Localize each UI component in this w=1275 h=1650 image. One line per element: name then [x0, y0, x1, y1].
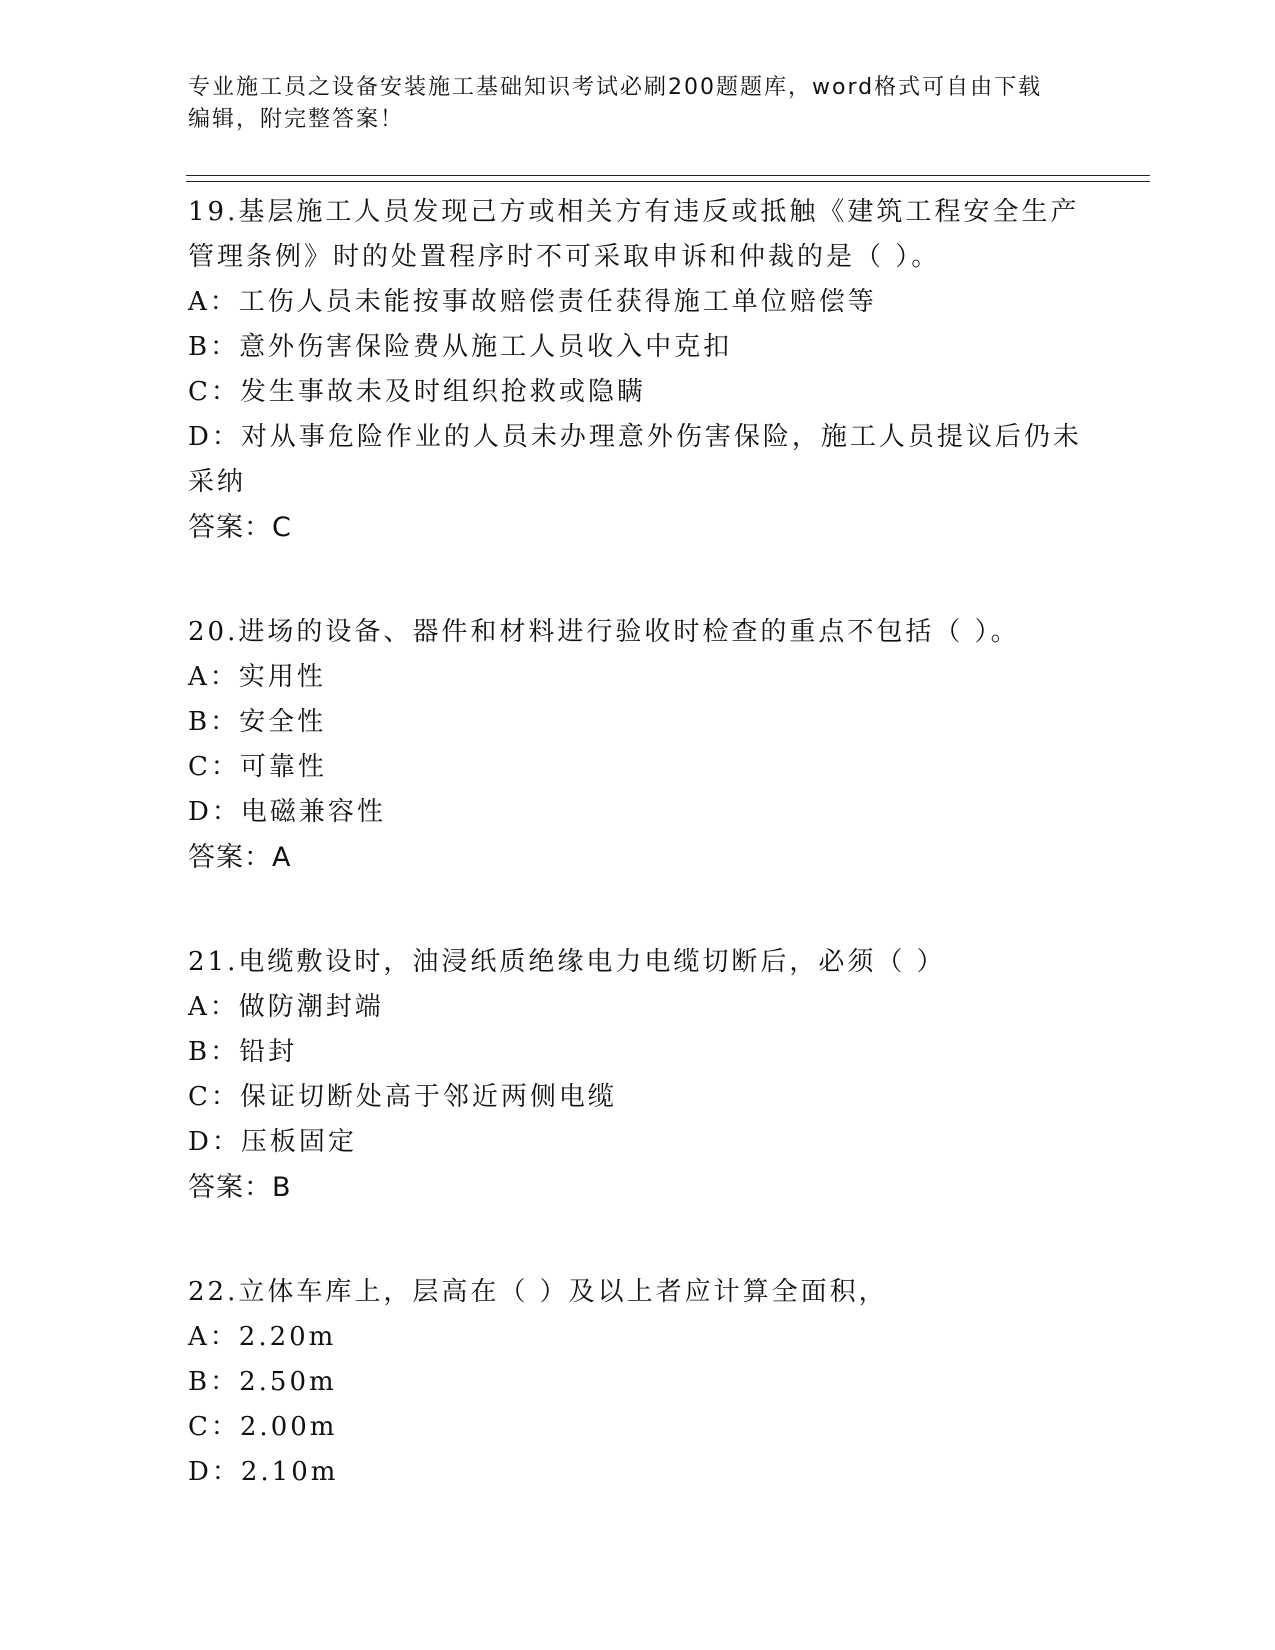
option-b: B：安全性 [188, 707, 327, 737]
question-22 [188, 1270, 1088, 1495]
question-21 [188, 940, 1088, 1210]
option-c: C：保证切断处高于邻近两侧电缆 [188, 1082, 617, 1112]
question-stem-line: 20.进场的设备、器件和材料进行验收时检查的重点不包括（ ）。 [188, 617, 1020, 647]
option-b: B：铅封 [188, 1037, 298, 1067]
option-a: A：2.20m [188, 1322, 337, 1352]
header-divider-top [186, 175, 1150, 176]
option-c: C：2.00m [188, 1412, 338, 1442]
answer: 答案：C [188, 512, 292, 543]
header-line-1: 专业施工员之设备安装施工基础知识考试必刷200题题库，word格式可自由下载 [188, 75, 1043, 100]
option-b: B：2.50m [188, 1367, 337, 1397]
question-20 [188, 610, 1088, 880]
question-stem-line: 22.立体车库上，层高在（ ）及以上者应计算全面积， [188, 1277, 888, 1307]
answer: 答案：B [188, 1172, 292, 1203]
option-a: A：做防潮封端 [188, 992, 384, 1022]
answer: 答案：A [188, 842, 292, 873]
document-header [188, 72, 1068, 136]
option-c: C：可靠性 [188, 752, 327, 782]
question-stem-line: 21.电缆敷设时，油浸纸质绝缘电力电缆切断后，必须（ ） [188, 947, 946, 977]
question-stem-line: 19.基层施工人员发现己方或相关方有违反或抵触《建筑工程安全生产 [188, 197, 1080, 227]
option-d: D：压板固定 [188, 1127, 357, 1157]
option-b: B：意外伤害保险费从施工人员收入中克扣 [188, 332, 733, 362]
question-list [188, 190, 1088, 1495]
question-stem-line: 管理条例》时的处置程序时不可采取申诉和仲裁的是（ ）。 [188, 242, 941, 272]
header-divider-bottom [186, 181, 1150, 182]
option-a: A：工伤人员未能按事故赔偿责任获得施工单位赔偿等 [188, 287, 877, 317]
option-d: D：2.10m [188, 1457, 339, 1487]
option-d-continued: 采纳 [188, 467, 247, 497]
option-a: A：实用性 [188, 662, 326, 692]
question-19 [188, 190, 1088, 550]
option-d: D：对从事危险作业的人员未办理意外伤害保险，施工人员提议后仍未 [188, 422, 1082, 452]
option-c: C：发生事故未及时组织抢救或隐瞒 [188, 377, 646, 407]
header-line-2: 编辑，附完整答案！ [188, 107, 405, 132]
option-d: D：电磁兼容性 [188, 797, 386, 827]
